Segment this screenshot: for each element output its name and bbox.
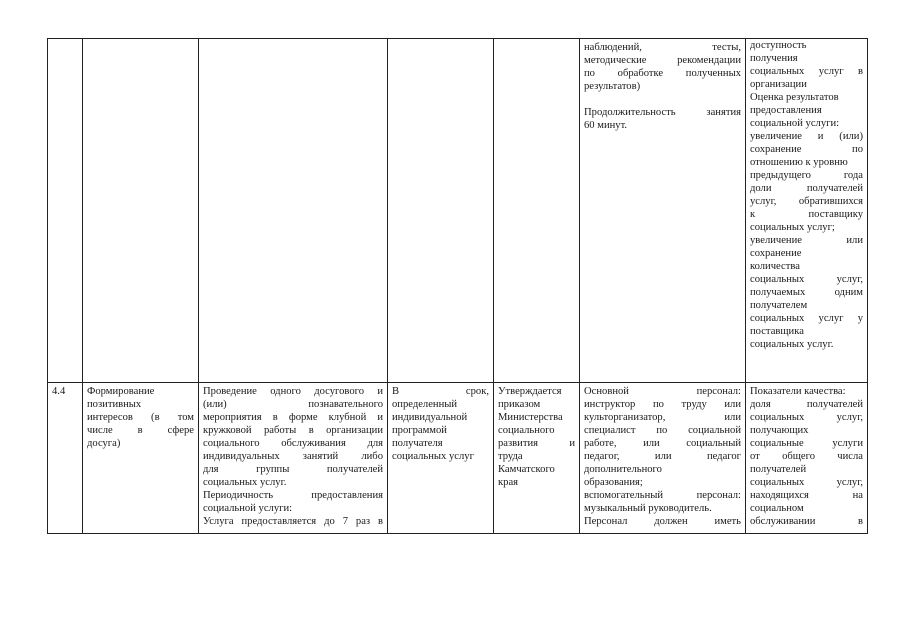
text-line: получателя — [392, 438, 443, 449]
text-line: социальных услуг, — [750, 274, 863, 285]
text-line: социальных услуг; — [750, 222, 835, 233]
text-line: индивидуальной — [392, 412, 468, 423]
text-line: поставщика — [750, 326, 804, 337]
cell-number — [48, 39, 83, 383]
text-line: социальных услуг. — [750, 339, 834, 350]
text-line: доля получателей — [750, 399, 863, 410]
cell-quality — [746, 39, 868, 383]
text-line: определенный — [392, 399, 458, 410]
text-line: Основной персонал: — [584, 386, 741, 397]
cell-description — [199, 383, 388, 534]
text-line: 60 минут. — [584, 120, 628, 131]
text-line: мероприятия в форме клубной и — [203, 412, 383, 423]
text-line: индивидуальных занятий либо — [203, 451, 383, 462]
text-line: образования; — [584, 477, 643, 488]
text-line: получения — [750, 53, 798, 64]
text-line: увеличение и (или) — [750, 131, 863, 142]
text-line: количества — [750, 261, 800, 272]
text-line: увеличение или — [750, 235, 863, 246]
cell-approved — [494, 39, 580, 383]
text-line: наблюдений, тесты, — [584, 42, 741, 53]
text-line: кружковой работы в организации — [203, 425, 383, 436]
text-line: приказом — [498, 399, 541, 410]
text-line: Утверждается — [498, 386, 562, 397]
text-line: методические рекомендации — [584, 55, 741, 66]
text-line: доли получателей — [750, 183, 863, 194]
text-line: Персонал должен иметь — [584, 516, 741, 527]
text-line: сохранение — [750, 248, 802, 259]
table-row — [48, 39, 868, 383]
text-line: получаемых одним — [750, 287, 863, 298]
text-line: предыдущего года — [750, 170, 863, 181]
text-line: обслуживании в — [750, 516, 863, 527]
text-line: получателем — [750, 300, 808, 311]
text-line: Министерства — [498, 412, 563, 423]
text-line: по обработке полученных — [584, 68, 741, 79]
text-line: получателей — [750, 464, 807, 475]
table-row — [48, 383, 868, 534]
cell-quality — [746, 383, 868, 534]
cell-term — [388, 383, 494, 534]
text-line: организации — [750, 79, 807, 90]
text-line: культорганизатор, или — [584, 412, 741, 423]
text-line: педагог, или педагог — [584, 451, 741, 462]
text-line: специалист по социальной — [584, 425, 741, 436]
text-line: социальных услуг — [392, 451, 474, 462]
text-line: для группы получателей — [203, 464, 383, 475]
cell-personnel — [580, 39, 746, 383]
text-line: инструктор по труду или — [584, 399, 741, 410]
text-line: отношению к уровню — [750, 157, 848, 168]
cell-approved — [494, 383, 580, 534]
text-line: социальной услуги: — [203, 503, 293, 514]
text-line: к поставщику — [750, 209, 863, 220]
text-line: социальные услуги — [750, 438, 863, 449]
blank-line — [584, 93, 741, 106]
text-line: Продолжительность занятия — [584, 107, 741, 118]
text-line: получающих — [750, 425, 809, 436]
text-line: вспомогательный персонал: — [584, 490, 741, 501]
text-line: социальной услуги: — [750, 118, 840, 129]
text-line: социальных услуг в — [750, 66, 863, 77]
text-line: социальных услуг у — [750, 313, 863, 324]
text-line: находящихся на — [750, 490, 863, 501]
text-line: социальных услуг, — [750, 477, 863, 488]
cell-personnel — [580, 383, 746, 534]
cell-service-name — [83, 39, 199, 383]
text-line: работе, или социальный — [584, 438, 741, 449]
text-line: (или) познавательного — [203, 399, 383, 410]
text-line: труда — [498, 451, 523, 462]
text-line: Услуга предоставляется до 7 раз в — [203, 516, 383, 527]
text-line: Показатели качества: — [750, 386, 846, 397]
text-line: социальных услуг. — [203, 477, 287, 488]
text-line: социальных услуг, — [750, 412, 863, 423]
text-line: Проведение одного досугового и — [203, 386, 383, 397]
text-line: результатов) — [584, 81, 641, 92]
text-line: Оценка результатов — [750, 92, 839, 103]
text-line: позитивных — [87, 399, 142, 410]
text-line: развития и — [498, 438, 575, 449]
text-line: доступность — [750, 40, 807, 51]
text-line: программой — [392, 425, 447, 436]
text-line: социального — [498, 425, 555, 436]
services-standard-table — [47, 38, 868, 534]
text-line: Периодичность предоставления — [203, 490, 383, 501]
text-line: досуга) — [87, 438, 121, 449]
text-line: социальном — [750, 503, 804, 514]
text-line: сохранение по — [750, 144, 863, 155]
text-line: Камчатского — [498, 464, 555, 475]
cell-description — [199, 39, 388, 383]
text-line: интересов (в том — [87, 412, 194, 423]
cell-term — [388, 39, 494, 383]
text-line: числе в сфере — [87, 425, 194, 436]
text-line: от общего числа — [750, 451, 863, 462]
text-line: услуг, обратившихся — [750, 196, 863, 207]
text-line: края — [498, 477, 519, 488]
cell-number — [48, 383, 83, 534]
text-line: предоставления — [750, 105, 822, 116]
cell-service-name — [83, 383, 199, 534]
text-line: дополнительного — [584, 464, 662, 475]
text-line: Формирование — [87, 386, 155, 397]
text-line: В срок, — [392, 386, 489, 397]
text-line: социального обслуживания для — [203, 438, 383, 449]
row-number: 4.4 — [52, 386, 66, 397]
text-line: музыкальный руководитель. — [584, 503, 712, 514]
